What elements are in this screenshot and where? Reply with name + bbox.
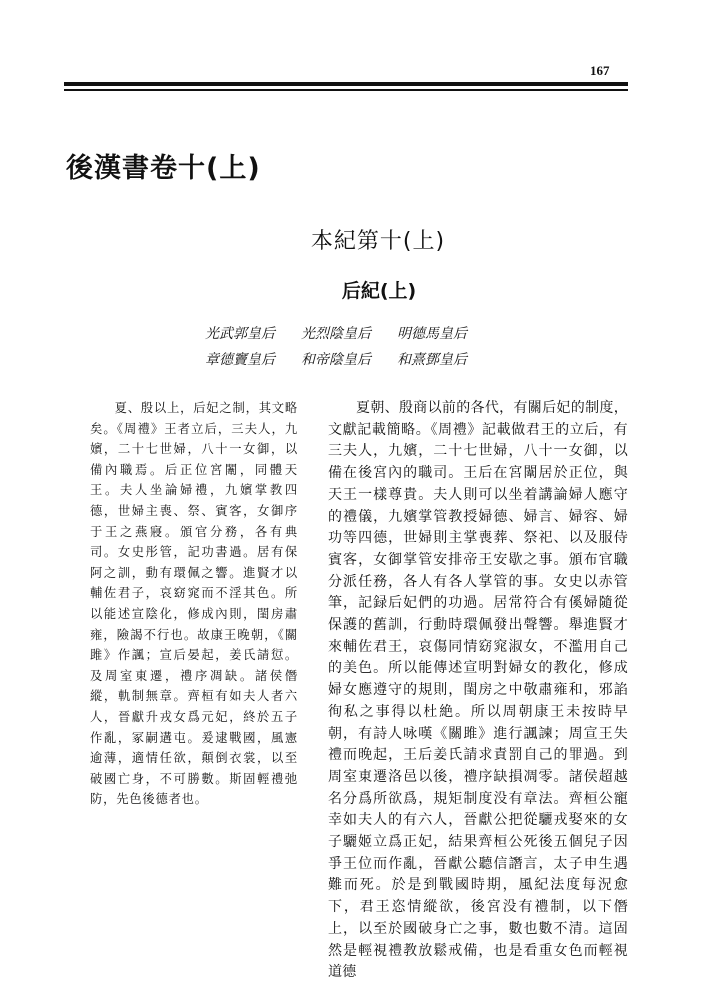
header-rule-thick <box>64 82 628 86</box>
empress-name: 光烈陰皇后 <box>301 326 371 342</box>
section-title: 后紀(上) <box>341 280 417 302</box>
chapter-title: 本紀第十(上) <box>310 229 446 254</box>
empress-name: 和熹鄧皇后 <box>397 352 467 368</box>
empress-row <box>205 320 525 346</box>
original-text: 夏、殷以上，后妃之制，其文略矣。《周禮》王者立后，三夫人，九嬪，二十七世婦，八十一女御，以備內職焉。后正位宮闈，同體天王。夫人坐論婦禮，九嬪掌教四德，世婦主喪、祭、賓客，女御序于王之燕寢。頒官分務，各有典司。女史彤管，記功書過。居有保阿之訓，動有環佩之響。進賢才以輔佐君子，哀窈窕而不淫其色。所以能述宣陰化，修成內則，閨房肅雍，險謁不行也。故康王晚朝，《關雎》作諷；宣后晏起，姜氏請愆。及周室東遷，禮序凋缺。諸侯僭縱，軌制無章。齊桓有如夫人者六人，晉獻升戎女爲元妃，終於五子作亂，冢嗣遘屯。爰逮戰國，風憲逾薄，適情任欲，顛倒衣裳，以至破國亡身，不可勝數。斯固輕禮弛防，先色後德者也。 <box>90 401 298 807</box>
empress-name: 章德竇皇后 <box>205 352 275 368</box>
empress-name: 光武郭皇后 <box>205 326 275 342</box>
translation-text-column <box>328 398 628 984</box>
book-title: 後漢書卷十(上) <box>66 153 261 184</box>
original-text-column <box>90 398 298 810</box>
page-number: 167 <box>590 63 610 78</box>
empress-name: 明德馬皇后 <box>397 326 467 342</box>
empress-row <box>205 346 525 372</box>
empress-list <box>205 320 525 372</box>
header-rule-thin <box>64 89 628 91</box>
translation-text: 夏朝、殷商以前的各代，有關后妃的制度，文獻記載簡略。《周禮》記載做君王的立后，有三夫人，九嬪，二十七世婦，八十一女御，以備在後宮內的職司。王后在宮闈居於正位，與天王一樣尊貴。夫人則可以坐着講論婦人應守的禮儀，九嬪掌管教授婦德、婦言、婦容、婦功等四德，世婦則主掌喪葬、祭祀、以及服侍賓客，女御掌管安排帝王安歇之事。頒布官職分派任務，各人有各人掌管的事。女史以赤管筆，記録后妃們的功過。居常符合有傒婦隨從保護的舊訓，行動時環佩發出聲響。舉進賢才來輔佐君王，哀傷同情窈窕淑女，不濫用自己的美色。所以能傳述宣明對婦女的教化，修成婦女應遵守的規則，閨房之中敬肅雍和，邪諂徇私之事得以杜絶。所以周朝康王未按時早朝，有詩人咏嘆《關雎》進行諷諫；周宣王失禮而晚起，王后姜氏請求責罰自己的罪過。到周室東遷洛邑以後，禮序缺損凋零。諸侯超越名分爲所欲爲，規矩制度没有章法。齊桓公寵幸如夫人的有六人，晉獻公把從驪戎娶來的女子驪姬立爲正妃，結果齊桓公死後五個兒子因爭王位而作亂，晉獻公聽信譖言，太子申生遇難而死。於是到戰國時期，風紀法度每況愈下，君王恣情縱欲，後宮没有禮制，以下僭上，以至於國破身亡之事，數也數不清。這固然是輕視禮教放鬆戒備，也是看重女色而輕視道德 <box>328 400 628 981</box>
empress-name: 和帝陰皇后 <box>301 352 371 368</box>
